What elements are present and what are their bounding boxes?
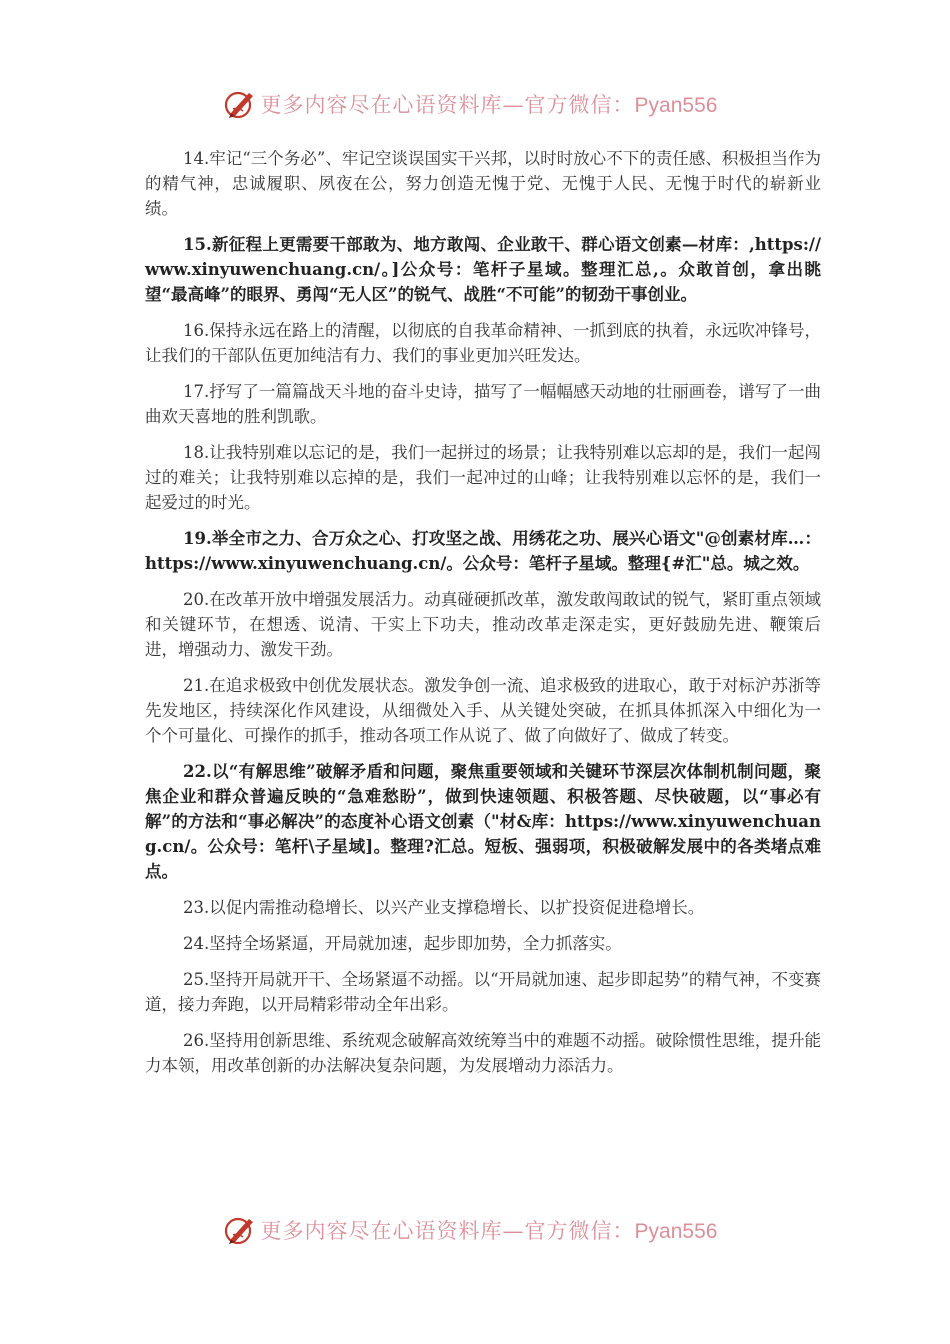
- footer-banner: [0, 1210, 950, 1250]
- banner-label: 更多内容尽在心语资料库—官方微信：: [260, 93, 635, 117]
- paragraph: 23.以促内需推动稳增长、以兴产业支撑稳增长、以扩投资促进稳增长。: [183, 898, 705, 917]
- pen-circle-logo-icon: [223, 1213, 257, 1247]
- paragraph: 21.在追求极致中创优发展状态。激发争创一流、追求极致的进取心，敢于对标沪苏浙等先发地区，持续深化作风建设，从细微处入手、从关键处突破，在抓具体抓深入中细化为一个个可量化、可操作的抓手，推动各项工作从说了、做了向做好了、做成了转变。: [145, 676, 821, 745]
- paragraph: 19.举全市之力、合万众之心、打攻坚之战、用绣花之功、展兴心语文"@创素材库…：https://www.xinyuwenchuang.cn/。公众号：笔杆子星域。整理{#汇"总。城之效。: [145, 529, 821, 573]
- paragraph: 26.坚持用创新思维、系统观念破解高效统筹当中的难题不动摇。破除惯性思维，提升能力本领，用改革创新的办法解决复杂问题，为发展增动力添活力。: [145, 1031, 821, 1075]
- wechat-id: Pyan556: [634, 94, 718, 117]
- paragraph: 15.新征程上更需要干部敢为、地方敢闯、企业敢干、群心语文创素—材库：,https://www.xinyuwenchuang.cn/。]公众号：笔杆子星域。整理汇总,。众敢首创，拿出眺望“最高峰”的眼界、勇闯“无人区”的锐气、战胜“不可能”的韧劲干事创业。: [145, 235, 821, 304]
- banner-label: 更多内容尽在心语资料库—官方微信：: [260, 1219, 635, 1243]
- paragraph: 18.让我特别难以忘记的是，我们一起拼过的场景；让我特别难以忘却的是，我们一起闯过的难关；让我特别难以忘掉的是，我们一起冲过的山峰；让我特别难以忘怀的是，我们一起爱过的时光。: [145, 443, 821, 512]
- paragraph: 20.在改革开放中增强发展活力。动真碰硬抓改革，激发敢闯敢试的锐气，紧盯重点领域和关键环节，在想透、说清、干实上下功夫，推动改革走深走实，更好鼓励先进、鞭策后进，增强动力、激发干劲。: [145, 590, 821, 659]
- banner-text: [261, 1215, 718, 1245]
- paragraph: 24.坚持全场紧逼，开局就加速，起步即加势，全力抓落实。: [183, 934, 622, 953]
- banner-text: [261, 89, 718, 119]
- pen-circle-logo-icon: [223, 87, 257, 121]
- wechat-id: Pyan556: [634, 1220, 718, 1243]
- paragraph: 22.以“有解思维”破解矛盾和问题，聚焦重要领域和关键环节深层次体制机制问题，聚焦企业和群众普遍反映的“急难愁盼”，做到快速领题、积极答题、尽快破题，以“事必有解”的方法和“事必解决”的态度补心语文创素（"材&库：https://www.xinyuwenchuang.cn/。公众号：笔杆\子星域]。整理?汇总。短板、强弱项，积极破解发展中的各类堵点难点。: [145, 762, 821, 881]
- header-banner: [0, 84, 950, 124]
- paragraph: 14.牢记“三个务必”、牢记空谈误国实干兴邦，以时时放心不下的责任感、积极担当作为的精气神，忠诚履职、夙夜在公，努力创造无愧于党、无愧于人民、无愧于时代的崭新业绩。: [145, 149, 821, 218]
- paragraph: 16.保持永远在路上的清醒，以彻底的自我革命精神、一抓到底的执着，永远吹冲锋号，让我们的干部队伍更加纯洁有力、我们的事业更加兴旺发达。: [145, 321, 821, 365]
- paragraph: 25.坚持开局就开干、全场紧逼不动摇。以“开局就加速、起步即起势”的精气神，不变赛道，接力奔跑，以开局精彩带动全年出彩。: [145, 970, 821, 1014]
- document-body: [145, 146, 821, 1089]
- paragraph: 17.抒写了一篇篇战天斗地的奋斗史诗，描写了一幅幅感天动地的壮丽画卷，谱写了一曲曲欢天喜地的胜利凯歌。: [145, 382, 821, 426]
